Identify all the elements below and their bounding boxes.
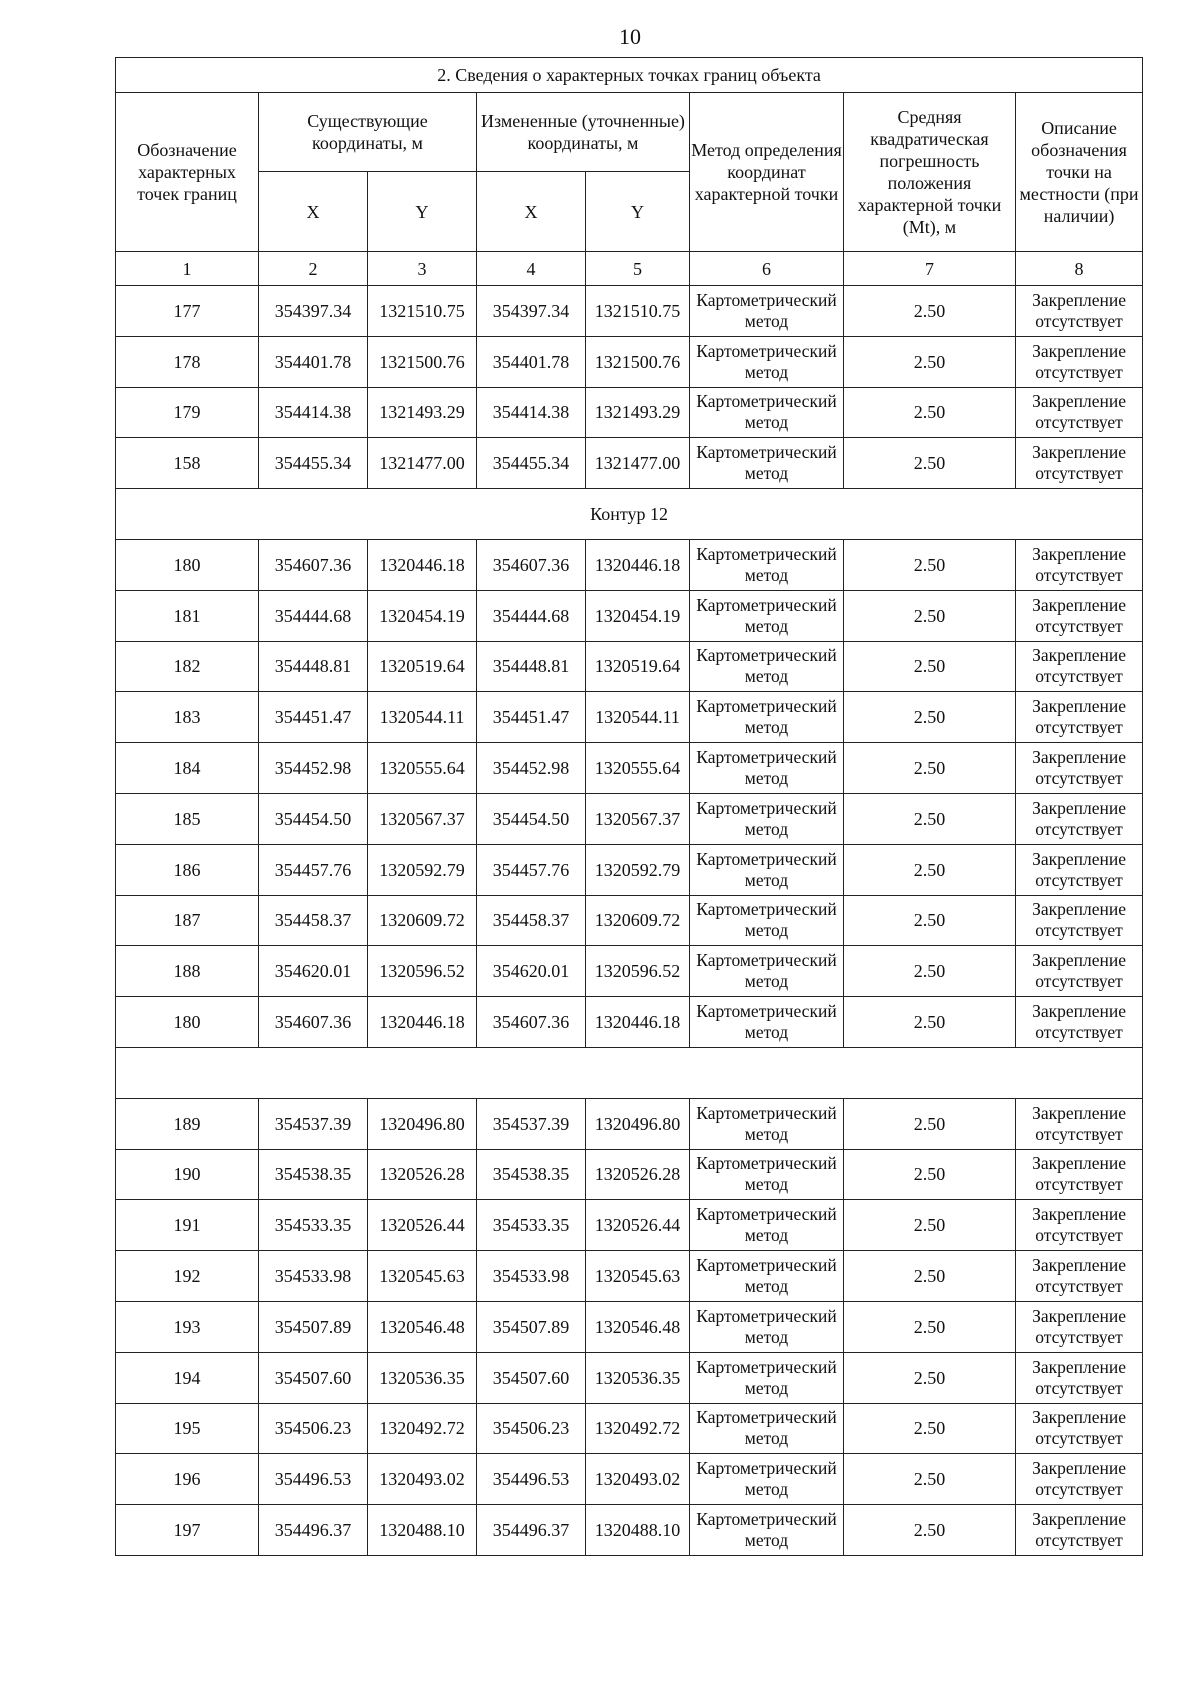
existing-x-cell: 354452.98 <box>259 743 368 794</box>
method-cell: Картометрический метод <box>690 1200 844 1251</box>
point-cell: 185 <box>116 793 259 844</box>
changed-x-cell: 354457.76 <box>477 844 586 895</box>
table-row <box>116 641 1143 692</box>
error-cell: 2.50 <box>844 1505 1016 1556</box>
changed-x-cell: 354448.81 <box>477 641 586 692</box>
description-cell: Закрепление отсутствует <box>1016 539 1143 590</box>
changed-y-cell: 1320519.64 <box>586 641 690 692</box>
changed-y-cell: 1320488.10 <box>586 1505 690 1556</box>
column-number: 7 <box>844 252 1016 286</box>
table-row <box>116 743 1143 794</box>
description-cell: Закрепление отсутствует <box>1016 895 1143 946</box>
description-cell: Закрепление отсутствует <box>1016 286 1143 337</box>
table-title: 2. Сведения о характерных точках границ объекта <box>116 58 1143 93</box>
description-cell: Закрепление отсутствует <box>1016 692 1143 743</box>
changed-y-cell: 1320454.19 <box>586 590 690 641</box>
changed-y-cell: 1320546.48 <box>586 1301 690 1352</box>
header-changed-coords: Измененные (уточненные) координаты, м <box>477 93 690 172</box>
method-cell: Картометрический метод <box>690 1454 844 1505</box>
changed-x-cell: 354507.89 <box>477 1301 586 1352</box>
changed-y-cell: 1320592.79 <box>586 844 690 895</box>
changed-x-cell: 354444.68 <box>477 590 586 641</box>
blank-separator-cell <box>116 1047 1143 1098</box>
changed-y-cell: 1320526.28 <box>586 1149 690 1200</box>
changed-x-cell: 354537.39 <box>477 1098 586 1149</box>
column-number: 3 <box>368 252 477 286</box>
error-cell: 2.50 <box>844 286 1016 337</box>
method-cell: Картометрический метод <box>690 1352 844 1403</box>
method-cell: Картометрический метод <box>690 997 844 1048</box>
description-cell: Закрепление отсутствует <box>1016 1149 1143 1200</box>
table-row <box>116 387 1143 438</box>
error-cell: 2.50 <box>844 641 1016 692</box>
existing-y-cell: 1321477.00 <box>368 438 477 489</box>
changed-y-cell: 1320492.72 <box>586 1403 690 1454</box>
changed-x-cell: 354620.01 <box>477 946 586 997</box>
point-cell: 188 <box>116 946 259 997</box>
error-cell: 2.50 <box>844 844 1016 895</box>
existing-y-cell: 1320492.72 <box>368 1403 477 1454</box>
existing-y-cell: 1320488.10 <box>368 1505 477 1556</box>
column-number: 5 <box>586 252 690 286</box>
existing-y-cell: 1320592.79 <box>368 844 477 895</box>
changed-y-cell: 1320596.52 <box>586 946 690 997</box>
existing-x-cell: 354414.38 <box>259 387 368 438</box>
existing-x-cell: 354533.35 <box>259 1200 368 1251</box>
changed-x-cell: 354506.23 <box>477 1403 586 1454</box>
column-number: 1 <box>116 252 259 286</box>
existing-y-cell: 1320596.52 <box>368 946 477 997</box>
table-row <box>116 1098 1143 1149</box>
description-cell: Закрепление отсутствует <box>1016 1251 1143 1302</box>
point-cell: 183 <box>116 692 259 743</box>
existing-x-cell: 354448.81 <box>259 641 368 692</box>
error-cell: 2.50 <box>844 590 1016 641</box>
existing-y-cell: 1320609.72 <box>368 895 477 946</box>
method-cell: Картометрический метод <box>690 438 844 489</box>
table-row <box>116 438 1143 489</box>
existing-y-cell: 1320493.02 <box>368 1454 477 1505</box>
table-row <box>116 1505 1143 1556</box>
point-cell: 179 <box>116 387 259 438</box>
header-changed-x: X <box>477 172 586 252</box>
table-row <box>116 844 1143 895</box>
existing-y-cell: 1320526.44 <box>368 1200 477 1251</box>
existing-x-cell: 354451.47 <box>259 692 368 743</box>
error-cell: 2.50 <box>844 1149 1016 1200</box>
point-cell: 189 <box>116 1098 259 1149</box>
table-row <box>116 946 1143 997</box>
existing-y-cell: 1321493.29 <box>368 387 477 438</box>
table-row <box>116 1251 1143 1302</box>
changed-x-cell: 354507.60 <box>477 1352 586 1403</box>
point-cell: 177 <box>116 286 259 337</box>
description-cell: Закрепление отсутствует <box>1016 1454 1143 1505</box>
point-cell: 193 <box>116 1301 259 1352</box>
existing-y-cell: 1320446.18 <box>368 539 477 590</box>
existing-x-cell: 354455.34 <box>259 438 368 489</box>
description-cell: Закрепление отсутствует <box>1016 793 1143 844</box>
method-cell: Картометрический метод <box>690 387 844 438</box>
page-number: 10 <box>619 24 641 49</box>
existing-y-cell: 1321500.76 <box>368 336 477 387</box>
method-cell: Картометрический метод <box>690 1505 844 1556</box>
method-cell: Картометрический метод <box>690 1149 844 1200</box>
error-cell: 2.50 <box>844 387 1016 438</box>
table-row <box>116 336 1143 387</box>
changed-x-cell: 354496.53 <box>477 1454 586 1505</box>
header-method: Метод определения координат характерной точки <box>690 93 844 252</box>
description-cell: Закрепление отсутствует <box>1016 590 1143 641</box>
error-cell: 2.50 <box>844 895 1016 946</box>
point-cell: 180 <box>116 539 259 590</box>
method-cell: Картометрический метод <box>690 539 844 590</box>
changed-y-cell: 1321500.76 <box>586 336 690 387</box>
description-cell: Закрепление отсутствует <box>1016 1200 1143 1251</box>
existing-x-cell: 354538.35 <box>259 1149 368 1200</box>
error-cell: 2.50 <box>844 793 1016 844</box>
point-cell: 158 <box>116 438 259 489</box>
changed-y-cell: 1321510.75 <box>586 286 690 337</box>
characteristic-points-table <box>115 57 1143 1556</box>
existing-y-cell: 1320567.37 <box>368 793 477 844</box>
existing-y-cell: 1320545.63 <box>368 1251 477 1302</box>
changed-y-cell: 1321477.00 <box>586 438 690 489</box>
error-cell: 2.50 <box>844 1403 1016 1454</box>
table-row <box>116 286 1143 337</box>
table-row <box>116 590 1143 641</box>
changed-y-cell: 1320526.44 <box>586 1200 690 1251</box>
point-cell: 195 <box>116 1403 259 1454</box>
error-cell: 2.50 <box>844 1454 1016 1505</box>
method-cell: Картометрический метод <box>690 946 844 997</box>
existing-y-cell: 1320454.19 <box>368 590 477 641</box>
existing-x-cell: 354537.39 <box>259 1098 368 1149</box>
table-row <box>116 793 1143 844</box>
column-number: 2 <box>259 252 368 286</box>
method-cell: Картометрический метод <box>690 1301 844 1352</box>
changed-y-cell: 1321493.29 <box>586 387 690 438</box>
changed-y-cell: 1320446.18 <box>586 997 690 1048</box>
changed-x-cell: 354607.36 <box>477 539 586 590</box>
method-cell: Картометрический метод <box>690 844 844 895</box>
method-cell: Картометрический метод <box>690 590 844 641</box>
existing-x-cell: 354507.60 <box>259 1352 368 1403</box>
table-row <box>116 1149 1143 1200</box>
changed-x-cell: 354397.34 <box>477 286 586 337</box>
header-description: Описание обозначения точки на местности (при наличии) <box>1016 93 1143 252</box>
changed-x-cell: 354454.50 <box>477 793 586 844</box>
changed-x-cell: 354607.36 <box>477 997 586 1048</box>
method-cell: Картометрический метод <box>690 641 844 692</box>
error-cell: 2.50 <box>844 1301 1016 1352</box>
changed-x-cell: 354496.37 <box>477 1505 586 1556</box>
error-cell: 2.50 <box>844 743 1016 794</box>
table-title-row <box>116 58 1143 93</box>
description-cell: Закрепление отсутствует <box>1016 743 1143 794</box>
existing-x-cell: 354444.68 <box>259 590 368 641</box>
existing-x-cell: 354454.50 <box>259 793 368 844</box>
existing-y-cell: 1320519.64 <box>368 641 477 692</box>
changed-y-cell: 1320493.02 <box>586 1454 690 1505</box>
point-cell: 190 <box>116 1149 259 1200</box>
header-changed-y: Y <box>586 172 690 252</box>
table-row <box>116 539 1143 590</box>
point-cell: 180 <box>116 997 259 1048</box>
existing-x-cell: 354607.36 <box>259 539 368 590</box>
header-error: Средняя квадратическая погрешность положения характерной точки (Mt), м <box>844 93 1016 252</box>
existing-x-cell: 354397.34 <box>259 286 368 337</box>
error-cell: 2.50 <box>844 1200 1016 1251</box>
error-cell: 2.50 <box>844 1098 1016 1149</box>
header-existing-y: Y <box>368 172 477 252</box>
changed-y-cell: 1320609.72 <box>586 895 690 946</box>
changed-y-cell: 1320536.35 <box>586 1352 690 1403</box>
existing-x-cell: 354607.36 <box>259 997 368 1048</box>
description-cell: Закрепление отсутствует <box>1016 1403 1143 1454</box>
column-number: 6 <box>690 252 844 286</box>
existing-y-cell: 1321510.75 <box>368 286 477 337</box>
table-body <box>116 58 1143 1556</box>
existing-x-cell: 354533.98 <box>259 1251 368 1302</box>
existing-x-cell: 354496.53 <box>259 1454 368 1505</box>
point-cell: 192 <box>116 1251 259 1302</box>
blank-separator-row <box>116 1047 1143 1098</box>
changed-x-cell: 354533.98 <box>477 1251 586 1302</box>
table-row <box>116 1200 1143 1251</box>
description-cell: Закрепление отсутствует <box>1016 997 1143 1048</box>
header-row-top <box>116 93 1143 172</box>
point-cell: 184 <box>116 743 259 794</box>
description-cell: Закрепление отсутствует <box>1016 1098 1143 1149</box>
existing-y-cell: 1320546.48 <box>368 1301 477 1352</box>
point-cell: 194 <box>116 1352 259 1403</box>
header-existing-x: X <box>259 172 368 252</box>
error-cell: 2.50 <box>844 1352 1016 1403</box>
method-cell: Картометрический метод <box>690 743 844 794</box>
changed-x-cell: 354458.37 <box>477 895 586 946</box>
changed-y-cell: 1320567.37 <box>586 793 690 844</box>
changed-x-cell: 354455.34 <box>477 438 586 489</box>
contour-row <box>116 489 1143 540</box>
point-cell: 187 <box>116 895 259 946</box>
table-row <box>116 1403 1143 1454</box>
description-cell: Закрепление отсутствует <box>1016 1301 1143 1352</box>
description-cell: Закрепление отсутствует <box>1016 641 1143 692</box>
point-cell: 191 <box>116 1200 259 1251</box>
error-cell: 2.50 <box>844 997 1016 1048</box>
column-numbers-row <box>116 252 1143 286</box>
error-cell: 2.50 <box>844 336 1016 387</box>
point-cell: 186 <box>116 844 259 895</box>
existing-x-cell: 354401.78 <box>259 336 368 387</box>
column-number: 8 <box>1016 252 1143 286</box>
header-existing-coords: Существующие координаты, м <box>259 93 477 172</box>
changed-x-cell: 354533.35 <box>477 1200 586 1251</box>
description-cell: Закрепление отсутствует <box>1016 1352 1143 1403</box>
table-row <box>116 895 1143 946</box>
description-cell: Закрепление отсутствует <box>1016 336 1143 387</box>
column-number: 4 <box>477 252 586 286</box>
existing-y-cell: 1320555.64 <box>368 743 477 794</box>
error-cell: 2.50 <box>844 692 1016 743</box>
error-cell: 2.50 <box>844 438 1016 489</box>
method-cell: Картометрический метод <box>690 895 844 946</box>
method-cell: Картометрический метод <box>690 793 844 844</box>
table-row <box>116 997 1143 1048</box>
method-cell: Картометрический метод <box>690 1403 844 1454</box>
changed-y-cell: 1320555.64 <box>586 743 690 794</box>
changed-x-cell: 354452.98 <box>477 743 586 794</box>
description-cell: Закрепление отсутствует <box>1016 438 1143 489</box>
changed-y-cell: 1320496.80 <box>586 1098 690 1149</box>
existing-x-cell: 354506.23 <box>259 1403 368 1454</box>
existing-x-cell: 354507.89 <box>259 1301 368 1352</box>
error-cell: 2.50 <box>844 1251 1016 1302</box>
existing-x-cell: 354620.01 <box>259 946 368 997</box>
point-cell: 178 <box>116 336 259 387</box>
existing-y-cell: 1320544.11 <box>368 692 477 743</box>
description-cell: Закрепление отсутствует <box>1016 387 1143 438</box>
point-cell: 182 <box>116 641 259 692</box>
existing-y-cell: 1320496.80 <box>368 1098 477 1149</box>
method-cell: Картометрический метод <box>690 336 844 387</box>
changed-y-cell: 1320544.11 <box>586 692 690 743</box>
description-cell: Закрепление отсутствует <box>1016 946 1143 997</box>
changed-x-cell: 354414.38 <box>477 387 586 438</box>
existing-x-cell: 354457.76 <box>259 844 368 895</box>
changed-x-cell: 354538.35 <box>477 1149 586 1200</box>
method-cell: Картометрический метод <box>690 286 844 337</box>
point-cell: 197 <box>116 1505 259 1556</box>
existing-y-cell: 1320536.35 <box>368 1352 477 1403</box>
error-cell: 2.50 <box>844 946 1016 997</box>
contour-label: Контур 12 <box>116 489 1143 540</box>
method-cell: Картометрический метод <box>690 692 844 743</box>
error-cell: 2.50 <box>844 539 1016 590</box>
changed-x-cell: 354451.47 <box>477 692 586 743</box>
table-row <box>116 1454 1143 1505</box>
changed-y-cell: 1320446.18 <box>586 539 690 590</box>
header-point: Обозначение характерных точек границ <box>116 93 259 252</box>
table-row <box>116 1352 1143 1403</box>
point-cell: 196 <box>116 1454 259 1505</box>
existing-x-cell: 354458.37 <box>259 895 368 946</box>
method-cell: Картометрический метод <box>690 1098 844 1149</box>
existing-y-cell: 1320446.18 <box>368 997 477 1048</box>
description-cell: Закрепление отсутствует <box>1016 844 1143 895</box>
table-row <box>116 1301 1143 1352</box>
changed-y-cell: 1320545.63 <box>586 1251 690 1302</box>
existing-y-cell: 1320526.28 <box>368 1149 477 1200</box>
description-cell: Закрепление отсутствует <box>1016 1505 1143 1556</box>
method-cell: Картометрический метод <box>690 1251 844 1302</box>
existing-x-cell: 354496.37 <box>259 1505 368 1556</box>
point-cell: 181 <box>116 590 259 641</box>
changed-x-cell: 354401.78 <box>477 336 586 387</box>
table-row <box>116 692 1143 743</box>
